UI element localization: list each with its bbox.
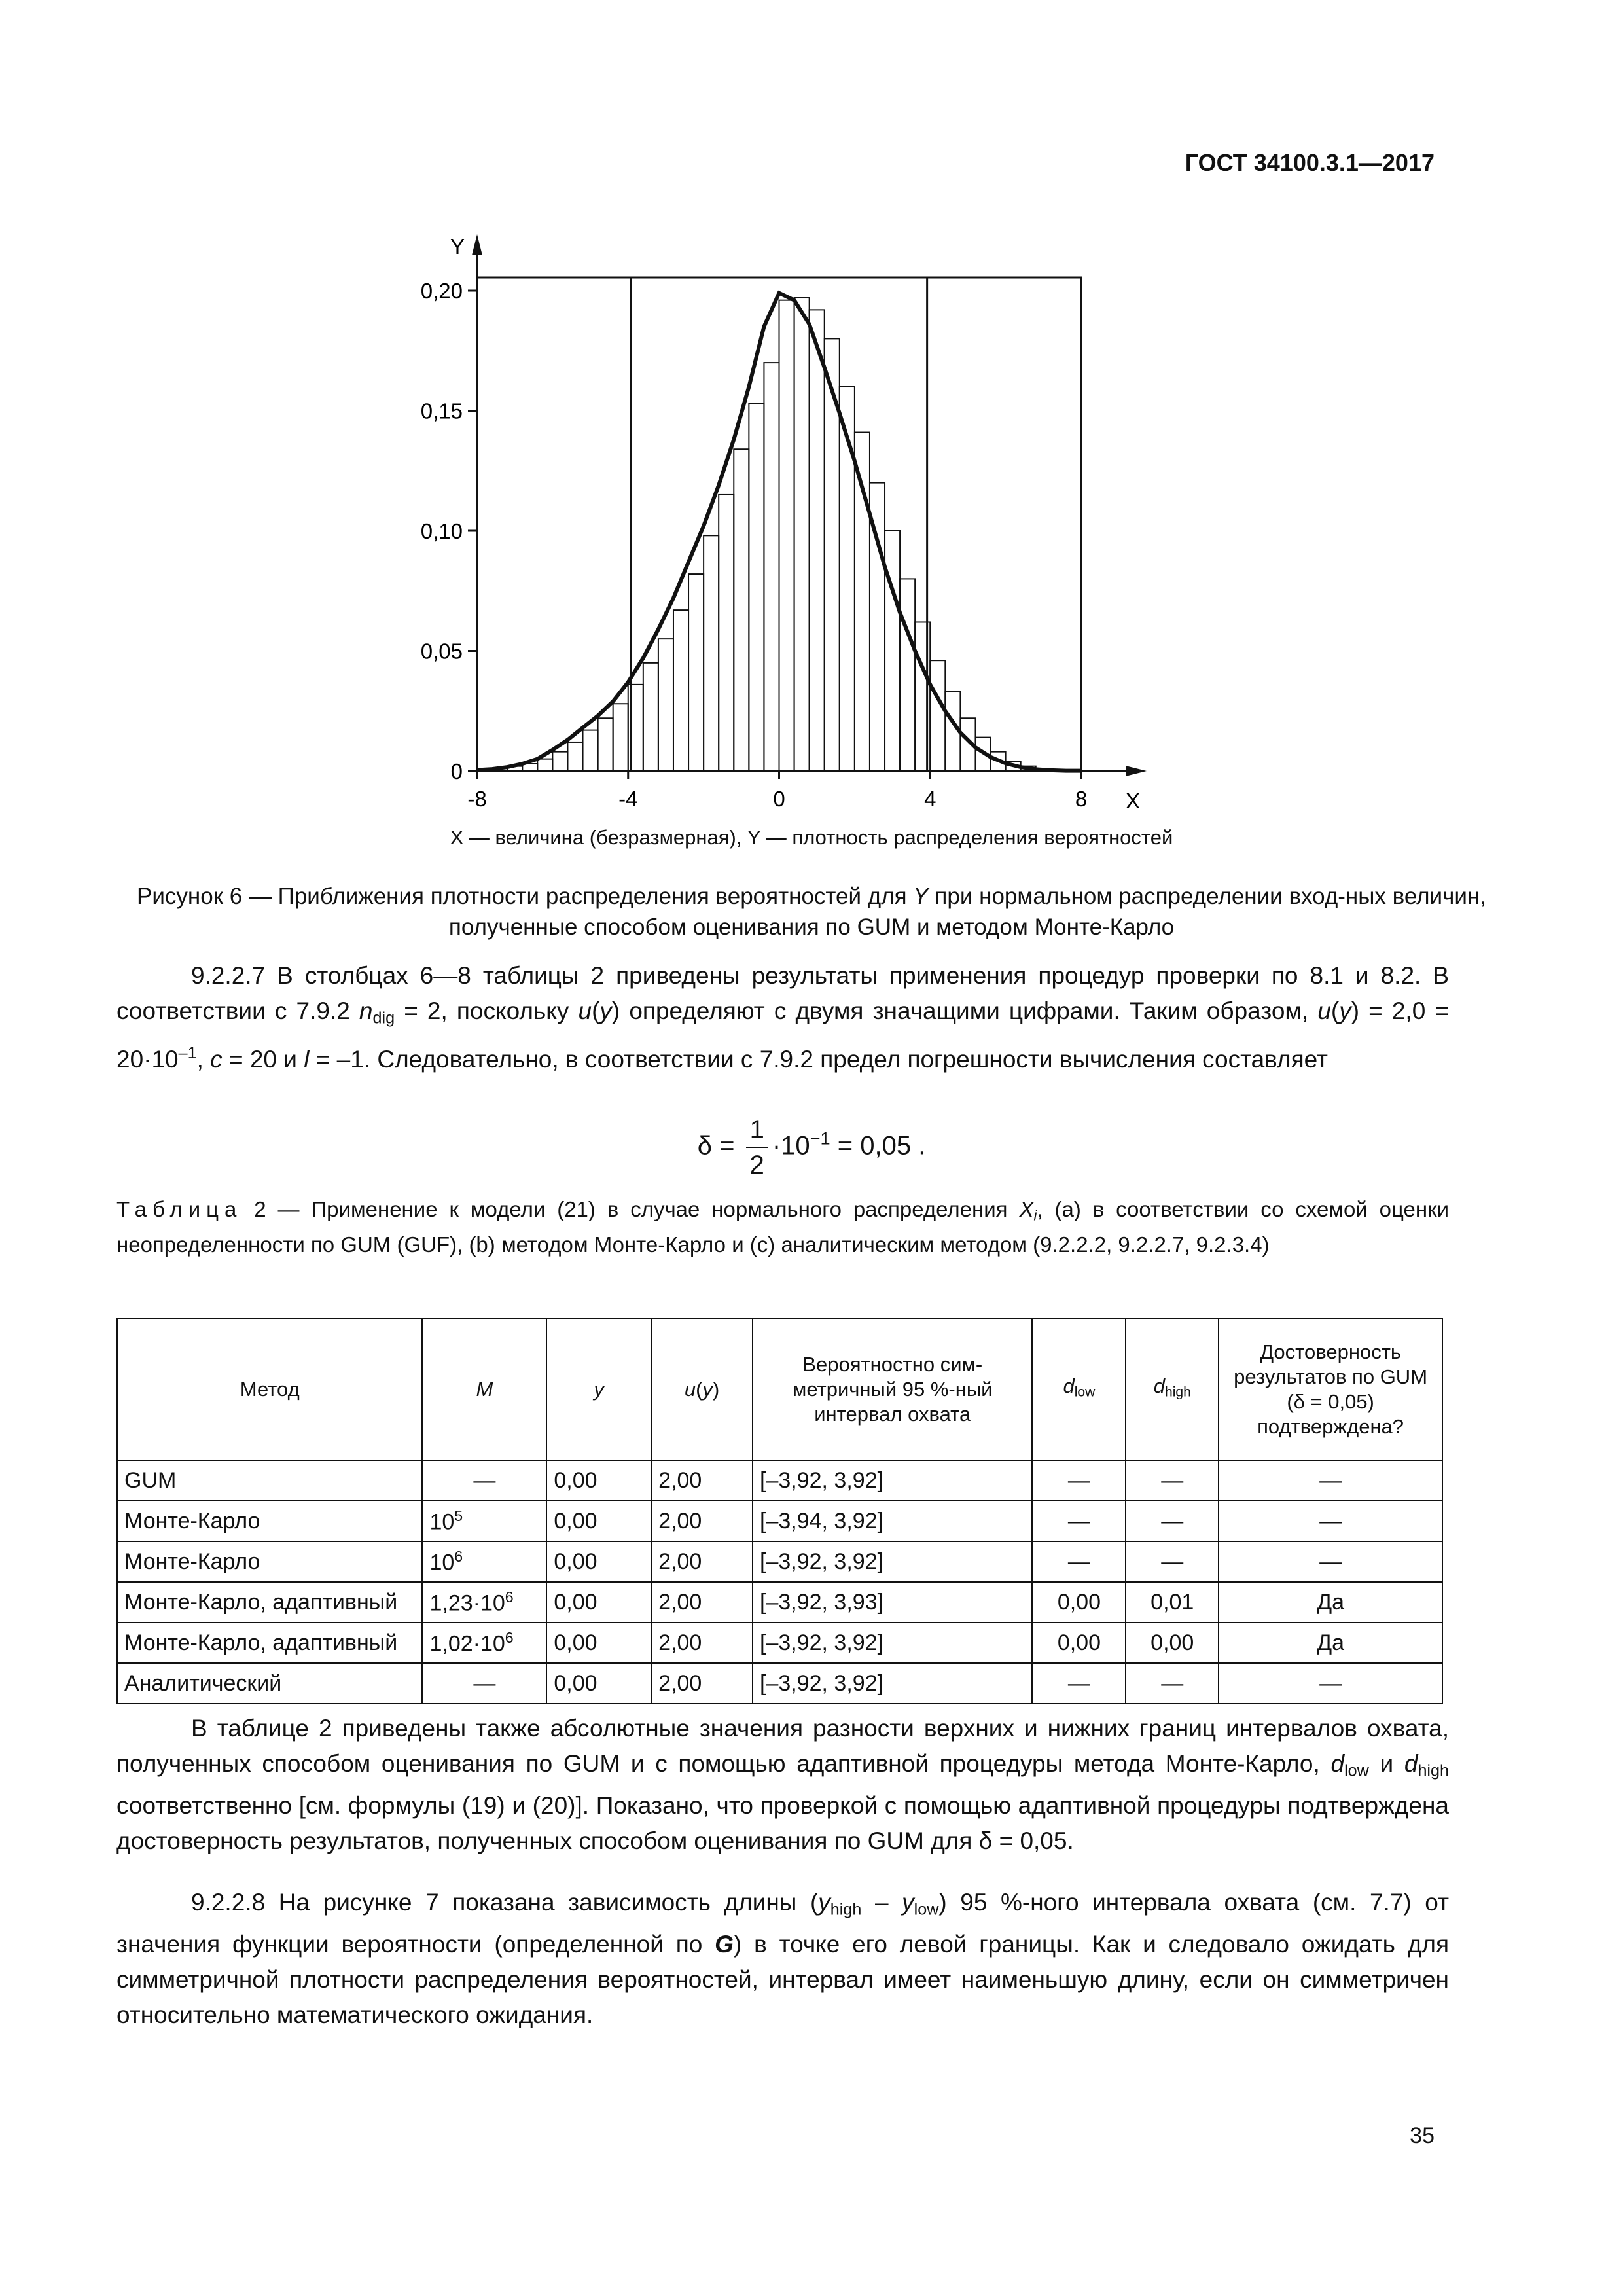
histogram-bar [673,610,688,771]
histogram-bar [688,574,704,771]
histogram-bar [885,531,900,771]
row-y: 0,00 [546,1582,651,1623]
x-tick-label: 8 [1075,787,1088,811]
header-dhigh: $d_{high}$ [1126,1319,1219,1460]
histogram-bar [567,742,582,771]
table-row [117,1460,1442,1501]
x-tick-label: 0 [773,787,785,811]
table-header-row [117,1319,1442,1460]
row-dhigh: — [1126,1541,1219,1582]
row-u: 2,00 [651,1582,753,1623]
y-tick-label: 0,20 [420,279,463,303]
row-method: GUM [117,1460,422,1501]
table-row [117,1501,1442,1541]
caption-part-2: при нормальном распределении вход-ных величин, полученные способом оценивания по GUM и методом Монте-Карло [448,884,1486,940]
results-table [116,1318,1443,1704]
row-m: — [422,1663,546,1704]
histogram-bar [719,495,734,771]
row-valid: — [1219,1501,1442,1541]
x-arrow-head [1126,766,1147,776]
x-ticks [467,771,1087,811]
histogram-bar [537,759,552,771]
row-interval: [–3,92, 3,92] [753,1623,1032,1663]
y-axis-label: Y [450,234,465,259]
row-method: Монте-Карло [117,1541,422,1582]
paragraph-table-note: В таблице 2 приведены также абсолютные значения разности верхних и нижних границ интервалов охвата, полученных способом оценивания по GUM и с помощью адаптивной процедуры метода Монте-Карло, $d_{low}$ и $d_{high}$ соответственно [см. формулы (19) и (20)]. Показано, что проверкой с помощью адаптивной процедуры подтверждена достоверность результатов, полученных способом оценивания по GUM для δ = 0,05. [116,1715,1449,1855]
x-axis-label: X [1126,789,1141,813]
row-interval: [–3,94, 3,92] [753,1501,1032,1541]
histogram-bar [704,535,719,771]
row-dlow: — [1032,1663,1126,1704]
row-dlow: — [1032,1541,1126,1582]
header-m: M [422,1319,546,1460]
histogram-bar [749,403,764,771]
x-tick-label: -4 [618,787,638,811]
caption-part-1: Рисунок 6 — Приближения плотности распределения вероятностей для [137,884,907,909]
y-arrow-head [472,234,482,255]
document-header: ГОСТ 34100.3.1—2017 [1185,149,1435,176]
header-uy: u(y) [651,1319,753,1460]
figure-axis-legend: X — величина (безразмерная), Y — плотность распределения вероятностей [450,826,1173,849]
row-m: $10^6$ [422,1541,546,1582]
row-m: $1,23\cdot 10^6$ [422,1582,546,1623]
row-valid: — [1219,1663,1442,1704]
row-m: — [422,1460,546,1501]
histogram-bars [507,298,1051,771]
histogram-bar [643,663,658,771]
row-method: Аналитический [117,1663,422,1704]
row-dhigh: — [1126,1663,1219,1704]
row-method: Монте-Карло [117,1501,422,1541]
row-method: Монте-Карло, адаптивный [117,1582,422,1623]
histogram-bar [930,660,945,771]
row-dhigh: 0,01 [1126,1582,1219,1623]
histogram-bar [810,310,825,771]
row-dlow: 0,00 [1032,1623,1126,1663]
row-m: $10^5$ [422,1501,546,1541]
header-dlow: $d_{low}$ [1032,1319,1126,1460]
row-valid: Да [1219,1582,1442,1623]
histogram-bar [840,387,855,771]
row-valid: — [1219,1541,1442,1582]
y-tick-label: 0,15 [420,399,463,423]
row-interval: [–3,92, 3,92] [753,1460,1032,1501]
row-dlow: 0,00 [1032,1582,1126,1623]
y-tick-label: 0,05 [420,639,463,664]
header-valid: Достоверность результатов по GUM (δ = 0,05) подтверждена? [1219,1319,1442,1460]
row-interval: [–3,92, 3,92] [753,1663,1032,1704]
row-u: 2,00 [651,1541,753,1582]
header-method: Метод [117,1319,422,1460]
table-row [117,1582,1442,1623]
paragraph-9-2-2-7: 9.2.2.7 В столбцах 6—8 таблицы 2 приведены результаты применения процедур проверки по 8.1 и 8.2. В соответствии с 7.9.2 $n_{dig} = 2$, поскольку u(y) определяют с двумя значащими цифрами. Таким образом, $u(y) = 2,0 = 20\cdot 10^{-1}$, c = 20 и l = –1. Следовательно, в соответствии с 7.9.2 предел погрешности вычисления составляет [116,962,1450,1073]
y-tick-label: 0 [450,759,463,783]
row-interval: [–3,92, 3,93] [753,1582,1032,1623]
histogram-bar [613,704,628,771]
row-y: 0,00 [546,1460,651,1501]
row-m: $1,02\cdot 10^6$ [422,1623,546,1663]
histogram-bar [900,579,915,771]
table-row [117,1541,1442,1582]
x-tick-label: -8 [467,787,487,811]
figure-caption [124,881,1499,942]
row-dhigh: 0,00 [1126,1623,1219,1663]
histogram-bar [734,449,749,771]
density-figure [366,223,1243,851]
delta-formula: δ = $\frac{1}{2}$ $\cdot 10^{-1} = 0,05$ . [0,1113,1623,1182]
caption-y: Y [913,884,929,909]
page-number: 35 [1410,2123,1435,2148]
row-method: Монте-Карло, адаптивный [117,1623,422,1663]
histogram-bar [794,298,810,771]
header-interval: Вероятностно сим-метричный 95 %-ный интервал охвата [753,1319,1032,1460]
row-y: 0,00 [546,1541,651,1582]
row-dhigh: — [1126,1501,1219,1541]
x-tick-label: 4 [924,787,936,811]
histogram-bar [658,639,673,771]
table-row [117,1663,1442,1704]
histogram-bar [764,363,779,771]
row-u: 2,00 [651,1663,753,1704]
row-y: 0,00 [546,1663,651,1704]
paragraph-9-2-2-8: 9.2.2.8 На рисунке 7 показана зависимость длины $(y_{high} - y_{low})$ 95 %-ного интервала охвата (см. 7.7) от значения функции вероятности (определенной по G) в точке его левой границы. Как и следовало ожидать для симметричной плотности распределения вероятностей, интервал имеет наименьшую длину, если он симметричен относительно математического ожидания. [116,1889,1450,2029]
y-ticks [421,279,477,783]
row-dlow: — [1032,1460,1126,1501]
histogram-bar [779,300,794,771]
row-y: 0,00 [546,1501,651,1541]
header-y: y [546,1319,651,1460]
row-dlow: — [1032,1501,1126,1541]
row-u: 2,00 [651,1501,753,1541]
row-interval: [–3,92, 3,92] [753,1541,1032,1582]
table-row [117,1623,1442,1663]
row-valid: Да [1219,1623,1442,1663]
row-u: 2,00 [651,1623,753,1663]
histogram-bar [552,752,567,771]
row-y: 0,00 [546,1623,651,1663]
histogram-bar [598,718,613,771]
histogram-bar [583,730,598,771]
table-title: Таблица 2 — Применение к модели (21) в случае нормального распределения $X_i$, (a) в соответствии со схемой оценки неопределенности по GUM (GUF), (b) методом Монте-Карло и (c) аналитическим методом (9.2.2.2, 9.2.2.7, 9.2.3.4) [116,1197,1450,1257]
row-u: 2,00 [651,1460,753,1501]
row-valid: — [1219,1460,1442,1501]
y-tick-label: 0,10 [420,519,463,543]
row-dhigh: — [1126,1460,1219,1501]
